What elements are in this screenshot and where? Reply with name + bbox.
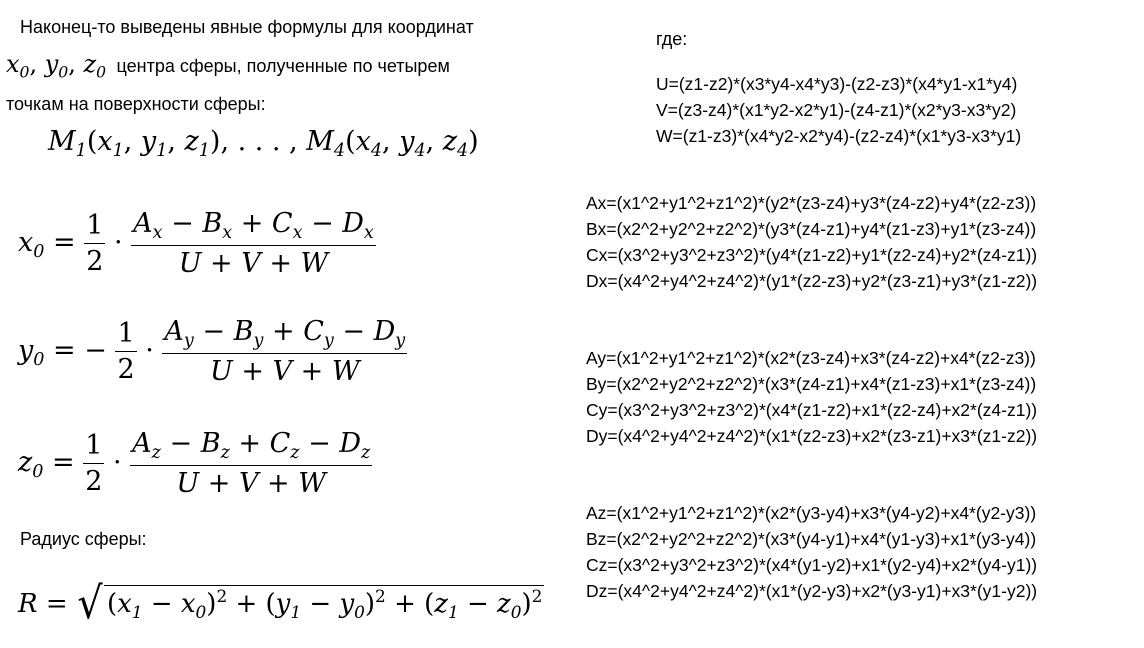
intro-line-1: Наконец-то выведены явные формулы для координат	[20, 17, 474, 37]
x0-formula: $x_0$ = $\frac{1}{2}$ · $\frac{A_x - B_x + C_x - D_x}{U + V + W}$	[18, 208, 374, 280]
ax-definition: Ax=(x1^2+y1^2+z1^2)*(y2*(z3-z4)+y3*(z4-z2)+y4*(z2-z3))	[586, 193, 1037, 213]
z0-formula: $z_0$ = $\frac{1}{2}$ · $\frac{A_z - B_z + C_z - D_z}{U + V + W}$	[18, 428, 371, 500]
by-definition: By=(x2^2+y2^2+z2^2)*(x3*(z4-z1)+x4*(z1-z3)+x1*(z3-z4))	[586, 374, 1037, 394]
cz-definition: Cz=(x3^2+y3^2+z3^2)*(x4*(y1-y2)+x1*(y2-y4)+x2*(y4-y1))	[586, 555, 1038, 575]
uvw-block	[656, 71, 1021, 149]
cx-definition: Cx=(x3^2+y3^2+z3^2)*(y4*(z1-z2)+y1*(z2-z4)+y2*(z4-z1))	[586, 245, 1038, 265]
coordinate-symbols: $x_0$, $y_0$, $z_0$	[6, 50, 107, 82]
points-formula: $M_1(x_1$, $y_1$, $z_1$), . . . , $M_4(x_4$, $y_4$, $z_4$)	[48, 126, 479, 162]
y-terms-block	[586, 345, 1037, 449]
v-definition: V=(z3-z4)*(x1*y2-x2*y1)-(z4-z1)*(x2*y3-x3*y2)	[656, 100, 1017, 120]
cy-definition: Cy=(x3^2+y3^2+z3^2)*(x4*(z1-z2)+x1*(z2-z4)+x2*(z4-z1))	[586, 400, 1038, 420]
sqrt-symbol: √	[77, 578, 103, 629]
dz-definition: Dz=(x4^2+y4^2+z4^2)*(x1*(y2-y3)+x2*(y3-y1)+x3*(y1-y2))	[586, 581, 1038, 601]
radius-formula: R = √ $(x_1 - x_0)^2 + (y_1 - y_0)^2 + (z_1 - z_0)^2$	[18, 578, 543, 629]
dx-definition: Dx=(x4^2+y4^2+z4^2)*(y1*(z2-z3)+y2*(z3-z1)+y3*(z1-z2))	[586, 271, 1038, 291]
intro-line-3: точкам на поверхности сферы:	[6, 94, 266, 114]
bx-definition: Bx=(x2^2+y2^2+z2^2)*(y3*(z4-z1)+y4*(z1-z3)+y1*(z3-z4))	[586, 219, 1037, 239]
x-terms-block	[586, 190, 1037, 294]
y0-formula: $y_0$ = − $\frac{1}{2}$ · $\frac{A_y - B_y + C_y - D_y}{U + V + W}$	[18, 316, 406, 388]
u-definition: U=(z1-z2)*(x3*y4-x4*y3)-(z2-z3)*(x4*y1-x1*y4)	[656, 74, 1018, 94]
w-definition: W=(z1-z3)*(x4*y2-x2*y4)-(z2-z4)*(x1*y3-x3*y1)	[656, 126, 1022, 146]
ay-definition: Ay=(x1^2+y1^2+z1^2)*(x2*(z3-z4)+x3*(z4-z2)+x4*(z2-z3))	[586, 348, 1036, 368]
radius-label: Радиус сферы:	[20, 529, 147, 549]
z-terms-block	[586, 500, 1037, 604]
bz-definition: Bz=(x2^2+y2^2+z2^2)*(x3*(y4-y1)+x4*(y1-y3)+x1*(y3-y4))	[586, 529, 1037, 549]
intro-line-2-text: центра сферы, полученные по четырем	[116, 56, 450, 76]
intro-line-2	[6, 50, 450, 81]
where-label: где:	[656, 29, 688, 49]
az-definition: Az=(x1^2+y1^2+z1^2)*(x2*(y3-y4)+x3*(y4-y2)+x4*(y2-y3))	[586, 503, 1037, 523]
dy-definition: Dy=(x4^2+y4^2+z4^2)*(x1*(z2-z3)+x2*(z3-z1)+x3*(z1-z2))	[586, 426, 1038, 446]
